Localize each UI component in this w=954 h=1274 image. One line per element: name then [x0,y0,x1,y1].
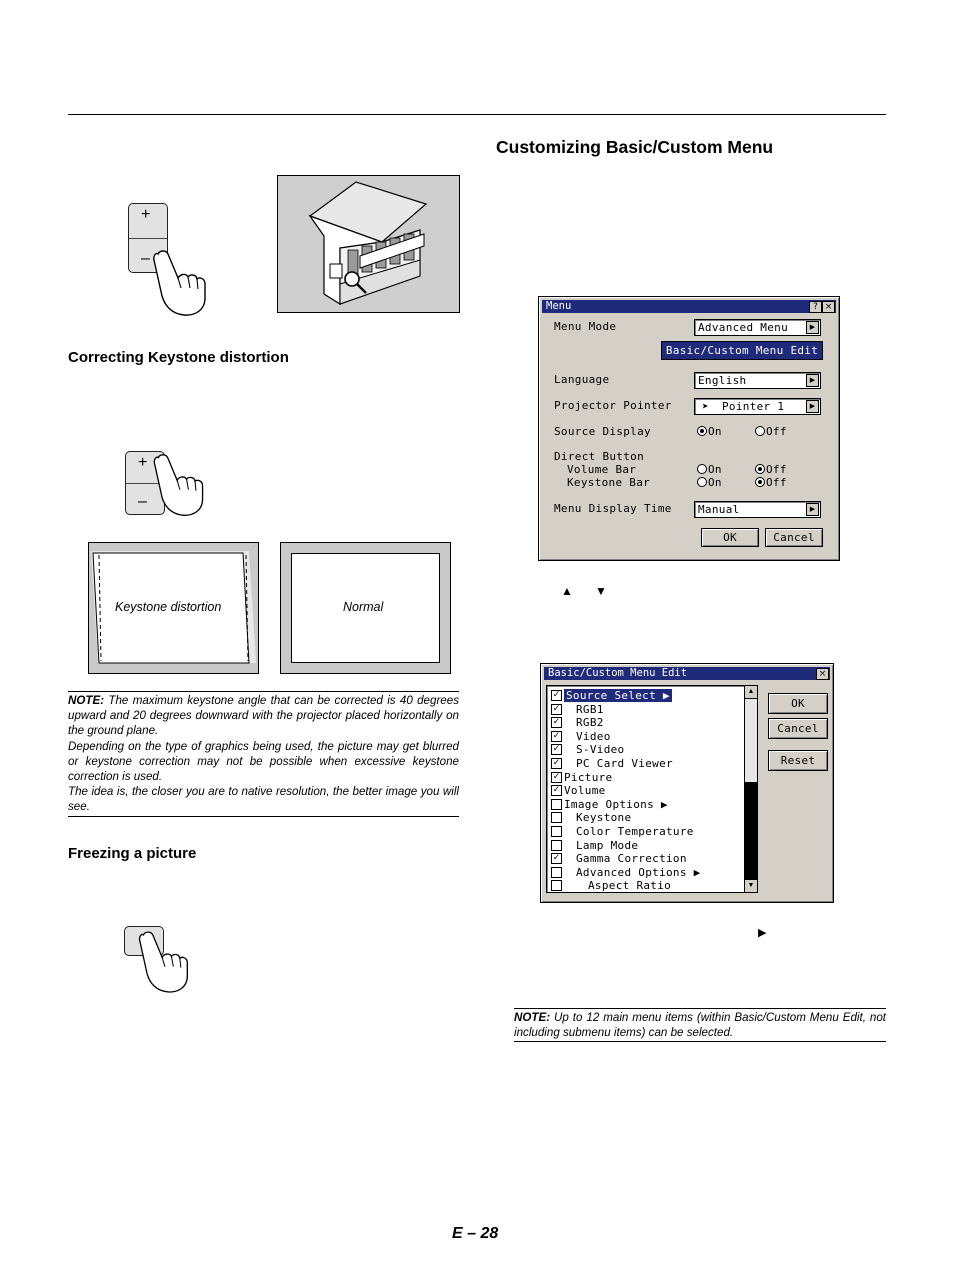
dropdown-arrow-icon: ▶ [806,503,819,516]
normal-figure [280,542,451,674]
cancel-button[interactable]: Cancel [768,718,828,739]
list-item[interactable] [551,689,739,702]
minus-symbol: – [141,250,150,267]
list-item[interactable] [551,703,739,716]
normal-caption: Normal [343,600,384,614]
unchecked-checkbox[interactable] [551,826,562,837]
plus-symbol: + [141,206,151,223]
language-label: Language [554,373,610,386]
checked-checkbox[interactable]: ✓ [552,744,561,755]
menu-display-time-select[interactable]: Manual ▶ [694,501,821,518]
edit-titlebar: Basic/Custom Menu Edit × [544,667,830,680]
checked-checkbox[interactable]: ✓ [552,758,561,768]
dropdown-arrow-icon: ▶ [806,321,819,334]
list-item[interactable] [551,730,739,743]
menu-items-list[interactable] [546,685,758,893]
keystone-bar-on-radio[interactable]: On [697,476,722,489]
list-item-label: RGB1 [576,702,604,716]
note-rule-top [68,691,459,692]
keystone-distortion-caption: Keystone distortion [115,600,222,614]
checked-checkbox[interactable]: ✓ [552,730,561,741]
page-number: E – 28 [452,1225,499,1242]
keystone-note: NOTE: The maximum keystone angle that can be corrected is 40 degrees upward and 20 degrees downward with the projector placed horizontally on the ground plane. Depending on the type of graphics being used, the picture may get blurred or keystone correction may not be possible when excessive keystone correction is used. The idea is, the closer you are to native resolution, the better image you will see. [68,694,459,814]
dropdown-arrow-icon: ▶ [806,400,819,413]
source-display-on-radio[interactable]: On [697,425,722,438]
source-display-off-radio[interactable]: Off [755,425,787,438]
list-item[interactable] [551,784,739,797]
pointer-arrow-icon: ➤ [702,400,709,413]
list-item-label: Keystone [576,811,632,825]
unchecked-checkbox[interactable] [551,840,562,851]
dropdown-arrow-icon: ▶ [806,374,819,387]
list-item[interactable] [551,879,739,892]
projector-pointer-label: Projector Pointer [554,399,672,412]
list-item[interactable] [551,757,739,770]
list-item-label: PC Card Viewer [576,757,673,770]
header-rule [68,114,886,115]
direct-button-label: Direct Button [554,450,644,463]
note-rule-bottom [68,816,459,817]
cancel-button[interactable]: Cancel [765,528,823,547]
volume-bar-on-radio[interactable]: On [697,463,722,476]
plus-symbol: + [138,454,148,471]
list-item[interactable] [551,743,739,756]
checked-checkbox[interactable]: ✓ [552,703,561,714]
menu-titlebar: Menu ? × [542,300,836,313]
menu-mode-select[interactable]: Advanced Menu ▶ [694,319,821,336]
language-select[interactable]: English ▶ [694,372,821,389]
source-display-label: Source Display [554,425,651,438]
keystone-bar-off-radio[interactable]: Off [755,476,787,489]
list-item-label: Aspect Ratio [588,879,672,893]
list-item[interactable] [551,771,739,784]
note-label: NOTE: [514,1011,551,1024]
close-button[interactable]: × [816,668,829,680]
close-button[interactable]: × [822,301,835,313]
list-item-label: Gamma Correction [576,852,687,866]
projector-pointer-select[interactable]: ➤ Pointer 1 ▶ [694,398,821,415]
customize-heading: Customizing Basic/Custom Menu [496,137,774,157]
list-item[interactable] [551,811,739,824]
right-arrow-icon: ▶ [758,927,767,939]
keystone-bar-label: Keystone Bar [567,476,651,489]
volume-bar-off-radio[interactable]: Off [755,463,787,476]
menu-dialog [538,296,840,561]
keystone-heading: Correcting Keystone distortion [68,349,289,366]
list-item-label: S-Video [576,743,625,757]
list-item-label: Source Select ▶ [566,689,670,702]
menu-mode-label: Menu Mode [554,320,617,333]
checked-checkbox[interactable]: ✓ [552,853,561,864]
menu-items-note: NOTE: Up to 12 main menu items (within Basic/Custom Menu Edit, not including submenu items) can be selected. [514,1011,886,1040]
pointing-hand-icon [150,452,208,518]
list-item[interactable] [551,716,739,729]
list-item-label: RGB2 [576,716,604,730]
ok-button[interactable]: OK [701,528,759,547]
scroll-down-icon[interactable]: ▼ [745,879,757,892]
unchecked-checkbox[interactable] [551,812,562,823]
down-arrow-icon: ▼ [595,584,607,598]
list-item-label: Lamp Mode [576,838,639,852]
menu-display-time-label: Menu Display Time [554,502,672,515]
list-item-label: Advanced Options ▶ [576,865,701,879]
note-label: NOTE: [68,694,105,707]
list-item-label: Image Options ▶ [564,797,668,811]
basic-custom-menu-edit-button[interactable]: Basic/Custom Menu Edit [661,341,823,360]
list-item[interactable] [551,852,739,865]
pointing-hand-icon [136,928,192,996]
list-item[interactable] [551,825,739,838]
scroll-thumb[interactable] [745,782,757,880]
basic-custom-edit-dialog [540,663,834,903]
list-item-label: Picture [564,770,613,784]
list-item-label: Color Temperature [576,825,694,838]
pointing-hand-icon [150,248,210,318]
checked-checkbox[interactable]: ✓ [552,785,561,796]
right-note-rule-bottom [514,1041,886,1042]
list-item-label: Video [576,729,611,743]
unchecked-checkbox[interactable] [551,799,562,810]
list-item[interactable] [551,839,739,852]
reset-button[interactable]: Reset [768,750,828,771]
checked-checkbox[interactable]: ✓ [552,717,561,728]
unchecked-checkbox[interactable] [551,880,562,891]
checked-checkbox[interactable]: ✓ [552,690,561,700]
list-item[interactable] [551,866,739,879]
up-arrow-icon: ▲ [561,584,573,598]
ok-button[interactable]: OK [768,693,828,714]
checked-checkbox[interactable]: ✓ [552,771,561,782]
house-illustration [277,175,460,313]
scroll-up-icon[interactable]: ▲ [745,686,757,699]
minus-symbol: – [138,493,147,510]
volume-bar-label: Volume Bar [567,463,637,476]
list-scrollbar[interactable] [744,686,757,892]
keystone-distortion-figure [88,542,259,674]
list-item[interactable] [551,798,739,811]
unchecked-checkbox[interactable] [551,867,562,878]
house-icon [278,176,459,312]
freeze-heading: Freezing a picture [68,845,197,862]
right-note-rule-top [514,1008,886,1009]
help-button[interactable]: ? [809,301,822,313]
list-item-label: Volume [564,784,606,798]
